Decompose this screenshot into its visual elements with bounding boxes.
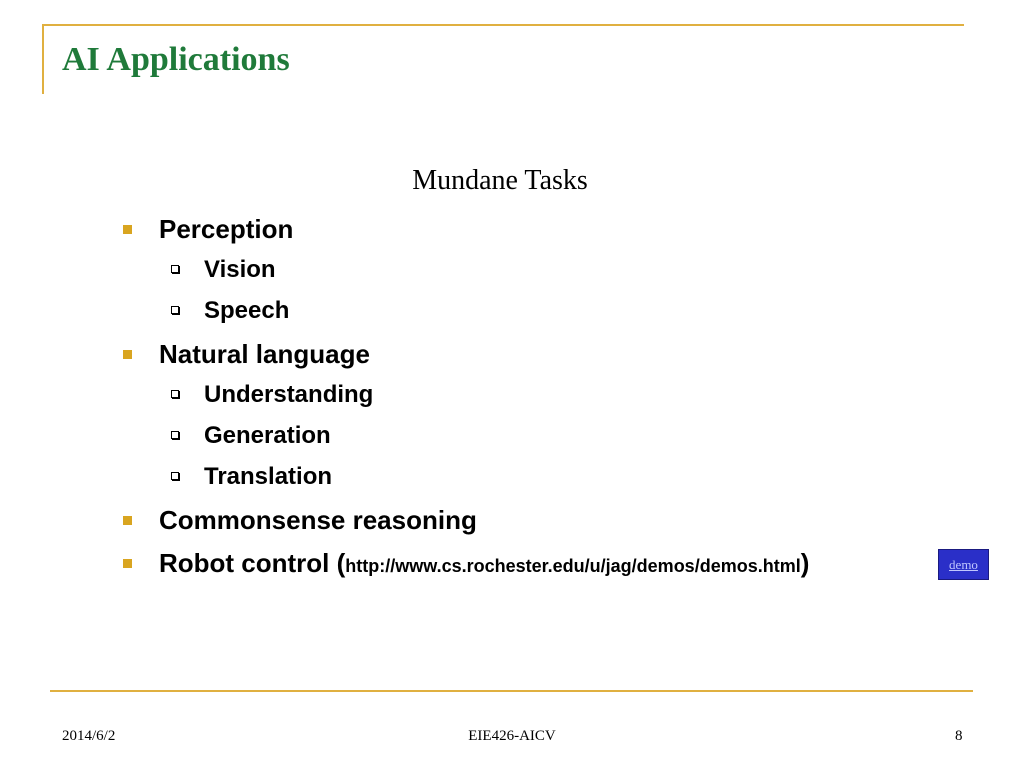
bullet-item: [123, 503, 477, 537]
bullet-text: Commonsense reasoning: [159, 505, 477, 535]
sub-bullet-text: Speech: [204, 297, 290, 324]
slide-subtitle: Mundane Tasks: [412, 165, 588, 196]
footer-date: 2014/6/2: [62, 728, 116, 744]
checkbox-bullet-icon: [171, 306, 179, 314]
checkbox-bullet-icon: [171, 390, 179, 398]
demo-link[interactable]: demo: [949, 556, 978, 572]
footer-course: EIE426-AICV: [468, 728, 556, 744]
footer-page-number: 8: [955, 728, 963, 744]
square-bullet-icon: [123, 225, 132, 234]
checkbox-bullet-icon: [171, 431, 179, 439]
robot-control-url[interactable]: http://www.cs.rochester.edu/u/jag/demos/demos.html: [345, 556, 801, 576]
slide-title: AI Applications: [62, 41, 290, 78]
bullet-item: [123, 337, 370, 371]
sub-bullet-item: [171, 254, 276, 286]
sub-bullet-text: Translation: [204, 463, 333, 490]
robot-control-text: Robot control (: [159, 548, 346, 578]
checkbox-bullet-icon: [171, 472, 179, 480]
square-bullet-icon: [123, 516, 132, 525]
square-bullet-icon: [123, 350, 132, 359]
sub-bullet-text: Vision: [204, 256, 276, 283]
checkbox-bullet-icon: [171, 265, 179, 273]
sub-bullet-text: Understanding: [204, 381, 374, 408]
sub-bullet-item: [171, 420, 331, 452]
bullet-item-robot-control: [123, 546, 809, 583]
sub-bullet-text: Generation: [204, 422, 331, 449]
demo-button[interactable]: [938, 549, 989, 580]
square-bullet-icon: [123, 559, 132, 568]
robot-control-close-paren: ): [800, 548, 810, 578]
bullet-item: [123, 212, 293, 246]
bullet-text: Natural language: [159, 339, 370, 369]
bullet-text: Perception: [159, 214, 294, 244]
bottom-rule: [50, 690, 973, 692]
sub-bullet-item: [171, 461, 332, 493]
sub-bullet-item: [171, 295, 289, 327]
sub-bullet-item: [171, 379, 373, 411]
